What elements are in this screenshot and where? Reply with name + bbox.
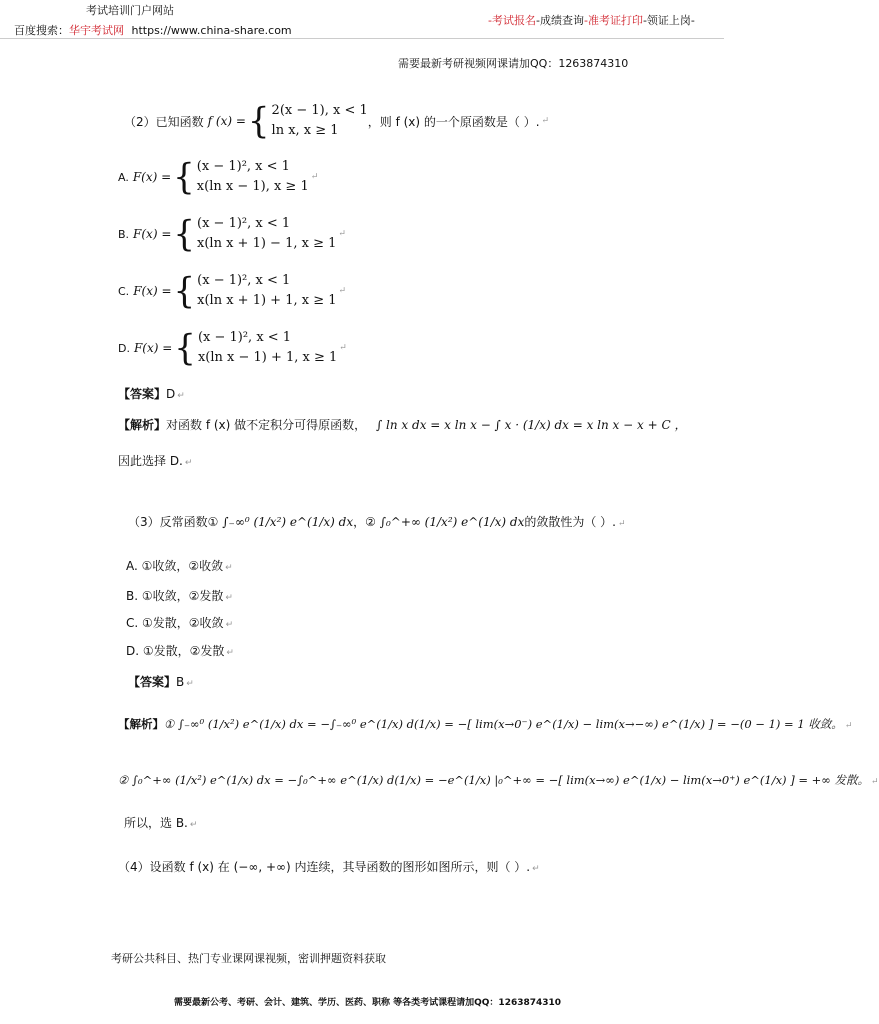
q2-conclusion: 因此选择 D. ↵ xyxy=(118,454,193,468)
option-case-2: x(ln x + 1) − 1, x ≥ 1 xyxy=(197,236,337,251)
analysis-tag: 【解析】 xyxy=(118,717,164,731)
q3-option-b: B. ①收敛，②发散 ↵ xyxy=(126,589,233,603)
analysis-text: 对函数 f (x) 做不定积分可得原函数， xyxy=(166,418,367,432)
analysis-line-1: ① ∫₋∞⁰ (1/x²) e^(1/x) dx = −∫₋∞⁰ e^(1/x) d(1/x) = −[ lim(x→0⁻) e^(1/x) − lim(x→−∞) e^(1/x) ] = −(0 − 1) = 1 收敛。 xyxy=(164,717,843,731)
option-label: D. xyxy=(118,341,130,355)
q4-stem: （4）设函数 f (x) 在 (−∞, +∞) 内连续，其导函数的图形如图所示，则（ ）. ↵ xyxy=(118,860,540,874)
q3-stem: （3）反常函数① ∫₋∞⁰ (1/x²) e^(1/x) dx，② ∫₀^+∞ (1/x²) e^(1/x) dx的敛散性为（ ）. ↵ xyxy=(128,515,626,529)
footer-line-2: 需要最新公考、考研、会计、建筑、学历、医药、职称 等各类考试课程请加QQ：1263874310 xyxy=(174,998,562,1008)
baidu-search-row xyxy=(14,22,292,38)
option-case-1: (x − 1)², x < 1 xyxy=(197,273,291,288)
option-label: B. xyxy=(126,589,139,603)
option-text: ①发散，②收敛 xyxy=(142,616,224,630)
option-case-1: (x − 1)², x < 1 xyxy=(197,216,291,231)
option-lhs: F(x) = xyxy=(133,227,172,241)
q2-option-a: A. F(x) = { (x − 1)², x < 1 x(ln x − 1), x ≥ 1 ↵ xyxy=(118,156,319,198)
link-score[interactable]: -成绩查询 xyxy=(535,14,584,27)
q3-stem-mid: ，② xyxy=(353,515,376,529)
link-admit-card[interactable]: -准考证打印 xyxy=(583,14,643,27)
option-case-2: x(ln x − 1), x ≥ 1 xyxy=(196,179,309,194)
option-text: ①收敛，②收敛 xyxy=(141,559,224,573)
option-text: ①收敛，②发散 xyxy=(141,589,224,603)
analysis-formula: ∫ ln x dx = x ln x − ∫ x · (1/x) dx = x ln x − x + C ， xyxy=(375,418,687,432)
q2-option-d: D. F(x) = { (x − 1)², x < 1 x(ln x − 1) + 1, x ≥ 1 ↵ xyxy=(118,327,347,369)
header-links xyxy=(488,12,695,28)
option-lhs: F(x) = xyxy=(133,341,173,355)
option-case-2: x(ln x − 1) + 1, x ≥ 1 xyxy=(197,350,338,365)
q3-option-d: D. ①发散，②发散 ↵ xyxy=(126,644,234,658)
option-lhs: F(x) = xyxy=(132,170,172,184)
option-label: D. xyxy=(126,644,140,658)
q2-stem-suffix: ，则 f (x) 的一个原函数是（ ）. xyxy=(367,114,540,129)
site-name: 考试培训门户网站 xyxy=(86,4,174,17)
option-lhs: F(x) = xyxy=(133,284,172,298)
q3-answer: 【答案】B ↵ xyxy=(128,675,194,689)
answer-tag: 【答案】 xyxy=(118,387,167,401)
q3-conclusion: 所以，选 B. ↵ xyxy=(124,816,198,830)
option-text: ①发散，②发散 xyxy=(142,644,225,658)
baidu-label: 百度搜索： xyxy=(14,24,69,37)
link-certificate[interactable]: -领证上岗- xyxy=(642,14,695,27)
answer-value: D xyxy=(166,387,176,401)
q2-option-b: B. F(x) = { (x − 1)², x < 1 x(ln x + 1) − 1, x ≥ 1 ↵ xyxy=(118,213,346,255)
qq-notice: 需要最新考研视频网课请加QQ：1263874310 xyxy=(398,57,629,70)
q2-stem: （2）已知函数 f (x) = { 2(x − 1), x < 1 ln x, x ≥ 1 ，则 f (x) 的一个原函数是（ ）. ↵ xyxy=(124,100,550,142)
q2-option-c: C. F(x) = { (x − 1)², x < 1 x(ln x + 1) + 1, x ≥ 1 ↵ xyxy=(118,270,347,312)
conclusion-text: 所以，选 B. xyxy=(124,816,188,830)
conclusion-text: 因此选择 D. xyxy=(118,454,183,468)
answer-tag: 【答案】 xyxy=(128,675,177,689)
option-label: C. xyxy=(118,284,130,298)
analysis-tag: 【解析】 xyxy=(118,418,167,432)
brand-link[interactable]: 华宇考试网 xyxy=(69,24,124,37)
q3-stem-suffix: 的敛散性为（ ）. xyxy=(524,515,616,529)
q3-option-a: A. ①收敛，②收敛 ↵ xyxy=(126,559,233,573)
footer-line-1: 考研公共科目、热门专业课网课视频，密训押题资料获取 xyxy=(111,952,386,965)
q3-analysis-line-2: ② ∫₀^+∞ (1/x²) e^(1/x) dx = −∫₀^+∞ e^(1/x) d(1/x) = −e^(1/x) |₀^+∞ = −[ lim(x→∞) e^(1/x) − lim(x→0⁺) e^(1/x) ] = +∞ 发散。 ↵ xyxy=(118,773,879,787)
q3-integral-1: ∫₋∞⁰ (1/x²) e^(1/x) dx xyxy=(222,515,354,529)
header-divider xyxy=(0,38,724,39)
q2-case-1: 2(x − 1), x < 1 xyxy=(271,103,368,118)
site-url[interactable]: https://www.china-share.com xyxy=(131,24,292,37)
option-case-1: (x − 1)², x < 1 xyxy=(196,159,290,174)
link-register[interactable]: -考试报名 xyxy=(488,14,536,27)
answer-value: B xyxy=(176,675,185,689)
q3-integral-2: ∫₀^+∞ (1/x²) e^(1/x) dx xyxy=(379,515,525,529)
option-label: B. xyxy=(118,227,130,241)
q2-analysis xyxy=(118,416,686,433)
q2-cases xyxy=(272,101,368,141)
q2-stem-prefix: （2）已知函数 xyxy=(124,114,204,129)
q4-stem-text: （4）设函数 f (x) 在 (−∞, +∞) 内连续，其导函数的图形如图所示，则（ ）. xyxy=(118,860,531,874)
q3-stem-prefix: （3）反常函数① xyxy=(128,515,219,529)
option-case-1: (x − 1)², x < 1 xyxy=(197,330,292,345)
analysis-line-2: ② ∫₀^+∞ (1/x²) e^(1/x) dx = −∫₀^+∞ e^(1/x) d(1/x) = −e^(1/x) |₀^+∞ = −[ lim(x→∞) e^(1/x) − lim(x→0⁺) e^(1/x) ] = +∞ 发散。 xyxy=(118,773,869,787)
option-label: C. xyxy=(126,616,139,630)
q3-option-c: C. ①发散，②收敛 ↵ xyxy=(126,616,234,630)
option-label: A. xyxy=(126,559,138,573)
brace: { xyxy=(247,100,270,142)
q3-analysis-line-1: 【解析】① ∫₋∞⁰ (1/x²) e^(1/x) dx = −∫₋∞⁰ e^(1/x) d(1/x) = −[ lim(x→0⁻) e^(1/x) − lim(x→−∞) e^(1/x) ] = −(0 − 1) = 1 收敛。 ↵ xyxy=(118,717,853,731)
option-label: A. xyxy=(118,170,129,184)
q2-case-2: ln x, x ≥ 1 xyxy=(271,123,339,138)
q2-answer: 【答案】D ↵ xyxy=(118,387,185,401)
q2-stem-func: f (x) = xyxy=(207,114,246,128)
option-case-2: x(ln x + 1) + 1, x ≥ 1 xyxy=(197,293,337,308)
